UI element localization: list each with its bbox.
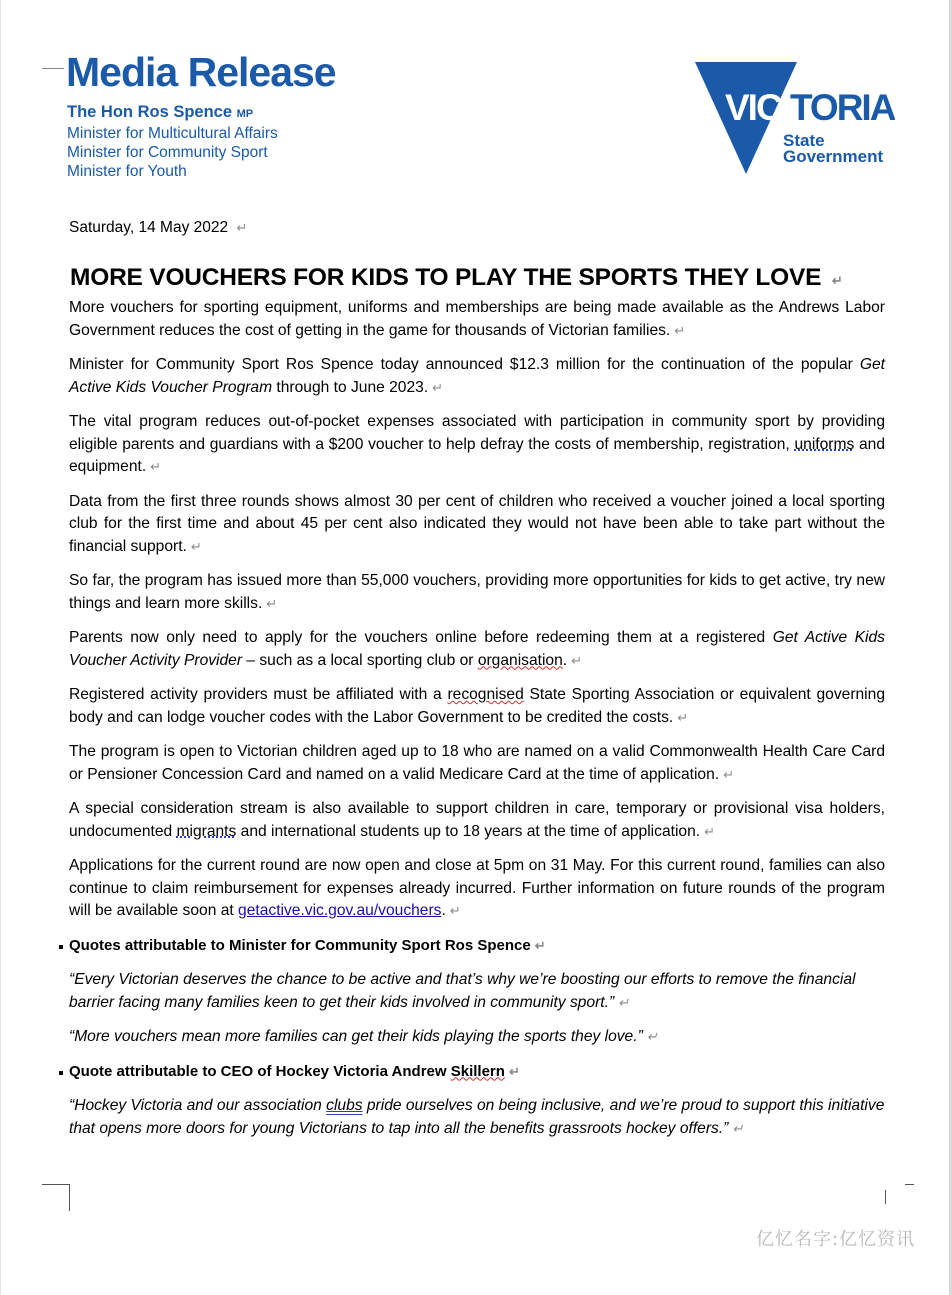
minister-role-2: Minister for Community Sport	[67, 144, 268, 161]
paragraph-6: Parents now only need to apply for the vouchers online before redeeming them at a registered Get Active Kids Voucher Activity Provider – such as a local sporting club or organisation. ↵	[69, 629, 885, 669]
spelling-flag[interactable]: organisation	[477, 651, 563, 669]
crop-mark-left-v	[69, 1184, 70, 1211]
paragraph-mark-icon: ↵	[732, 1120, 744, 1136]
paragraph-mark-icon: ↵	[190, 538, 202, 554]
paragraph-mark-icon: ↵	[618, 994, 630, 1010]
paragraph-mark-icon: ↵	[674, 322, 686, 338]
paragraph-7: Registered activity providers must be affiliated with a recognised State Sporting Association or equivalent governing body and can lodge voucher codes with the Labor Government to be credited the costs. ↵	[69, 686, 885, 726]
paragraph-mark-icon: ↵	[266, 595, 278, 611]
provider-name: Get Active Kids Voucher Activity Provider	[69, 629, 885, 669]
bullet-square-icon	[59, 945, 63, 949]
bullet-square-icon	[59, 1071, 63, 1075]
headline-text: MORE VOUCHERS FOR KIDS TO PLAY THE SPORTS THEY LOVE	[70, 264, 822, 291]
minister-suffix: MP	[236, 108, 254, 120]
minister-block	[67, 103, 278, 181]
paragraph-mark-icon: ↵	[534, 937, 546, 953]
headline	[70, 264, 900, 292]
paragraph-mark-icon: ↵	[831, 273, 843, 288]
paragraph-10: Applications for the current round are now open and close at 5pm on 31 May. For this current round, families can also continue to claim reimbursement for expenses already incurred. Further information on future rounds of the program will be available soon at getactive.vic.gov.au/vouchers. ↵	[69, 857, 885, 919]
minister-role-1: Minister for Multicultural Affairs	[67, 125, 278, 142]
release-date	[69, 219, 247, 237]
page-left-edge	[0, 0, 1, 1295]
paragraph-mark-icon: ↵	[571, 652, 583, 668]
minister-name	[67, 103, 278, 124]
victoria-state-government-logo	[695, 62, 895, 178]
grammar-flag[interactable]: clubs	[326, 1097, 363, 1114]
paragraph-5: So far, the program has issued more than 55,000 vouchers, providing more opportunities for kids to get active, try new things and learn more skills. ↵	[69, 572, 885, 612]
minister-role-3: Minister for Youth	[67, 163, 187, 180]
paragraph-9: A special consideration stream is also available to support children in care, temporary or provisional visa holders, undocumented migrants and international students up to 18 years at the time of application. ↵	[69, 800, 885, 840]
crop-mark-left-h	[42, 1184, 69, 1185]
watermark: 亿忆名字:亿忆资讯	[756, 1229, 916, 1250]
paragraph-mark-icon: ↵	[704, 823, 715, 839]
spelling-flag[interactable]: Skillern	[450, 1062, 505, 1080]
victoria-logo-word-part: VIC	[725, 87, 781, 128]
vouchers-link[interactable]: getactive.vic.gov.au/vouchers	[238, 902, 442, 919]
paragraph-8: The program is open to Victorian children aged up to 18 who are named on a valid Commonwealth Health Care Card or Pensioner Concession Card and named on a valid Medicare Card at the time of application. ↵	[69, 743, 885, 783]
grammar-flag[interactable]: uniforms	[794, 435, 855, 453]
victoria-logo-line1: State	[783, 131, 825, 150]
quote-2: “More vouchers mean more families can get their kids playing the sports they love.” ↵	[69, 1028, 658, 1045]
paragraph-mark-icon: ↵	[508, 1063, 520, 1079]
spelling-flag[interactable]: recognised	[447, 686, 524, 703]
paragraph-mark-icon: ↵	[646, 1029, 658, 1044]
minister-name-text: The Hon Ros Spence	[67, 103, 233, 121]
paragraph-mark-icon: ↵	[150, 459, 162, 474]
release-date-text: Saturday, 14 May 2022	[69, 219, 229, 236]
quote-heading-ceo: Quote attributable to CEO of Hockey Victoria Andrew Skillern ↵	[69, 1061, 885, 1084]
release-body	[69, 297, 885, 1152]
grammar-flag[interactable]: migrants	[176, 822, 237, 840]
paragraph-mark-icon: ↵	[449, 903, 461, 918]
paragraph-mark-icon: ↵	[677, 709, 689, 725]
crop-mark-right-h	[905, 1184, 914, 1185]
paragraph-4: Data from the first three rounds shows almost 30 per cent of children who received a voucher joined a local sporting club for the first time and about 45 per cent also indicated they would not have been able to take part without the financial support. ↵	[69, 492, 885, 555]
quote-heading-minister: Quotes attributable to Minister for Community Sport Ros Spence ↵	[69, 935, 885, 958]
quote-3: “Hockey Victoria and our association clubs pride ourselves on being inclusive, and we’re proud to support this initiative that opens more doors for young Victorians to tap into all the benefits grassroots hockey offers.” ↵	[69, 1097, 885, 1137]
paragraph-3: The vital program reduces out-of-pocket expenses associated with participation in community sport by providing eligible parents and guardians with a $200 voucher to help defray the costs of membership, registration, uniforms and equipment. ↵	[69, 413, 885, 475]
media-release-title: Media Release	[66, 49, 336, 95]
program-name: Get Active Kids Voucher Program	[69, 356, 885, 396]
paragraph-mark-icon: ↵	[432, 379, 444, 395]
margin-mark	[42, 68, 64, 69]
crop-mark-right-v	[885, 1190, 886, 1204]
paragraph-1: More vouchers for sporting equipment, uniforms and memberships are being made available as the Andrews Labor Government reduces the cost of getting in the game for thousands of Victorian families. ↵	[69, 299, 885, 339]
quote-1: “Every Victorian deserves the chance to be active and that’s why we’re boosting our efforts to remove the financial barrier facing many families keen to get their kids involved in community sport.” ↵	[69, 971, 856, 1011]
paragraph-2: Minister for Community Sport Ros Spence today announced $12.3 million for the continuation of the popular Get Active Kids Voucher Program through to June 2023. ↵	[69, 356, 885, 396]
victoria-logo-word: TORIA	[790, 87, 895, 128]
paragraph-mark-icon: ↵	[236, 220, 248, 235]
victoria-logo-line2: Government	[783, 147, 884, 166]
paragraph-mark-icon: ↵	[723, 766, 735, 782]
